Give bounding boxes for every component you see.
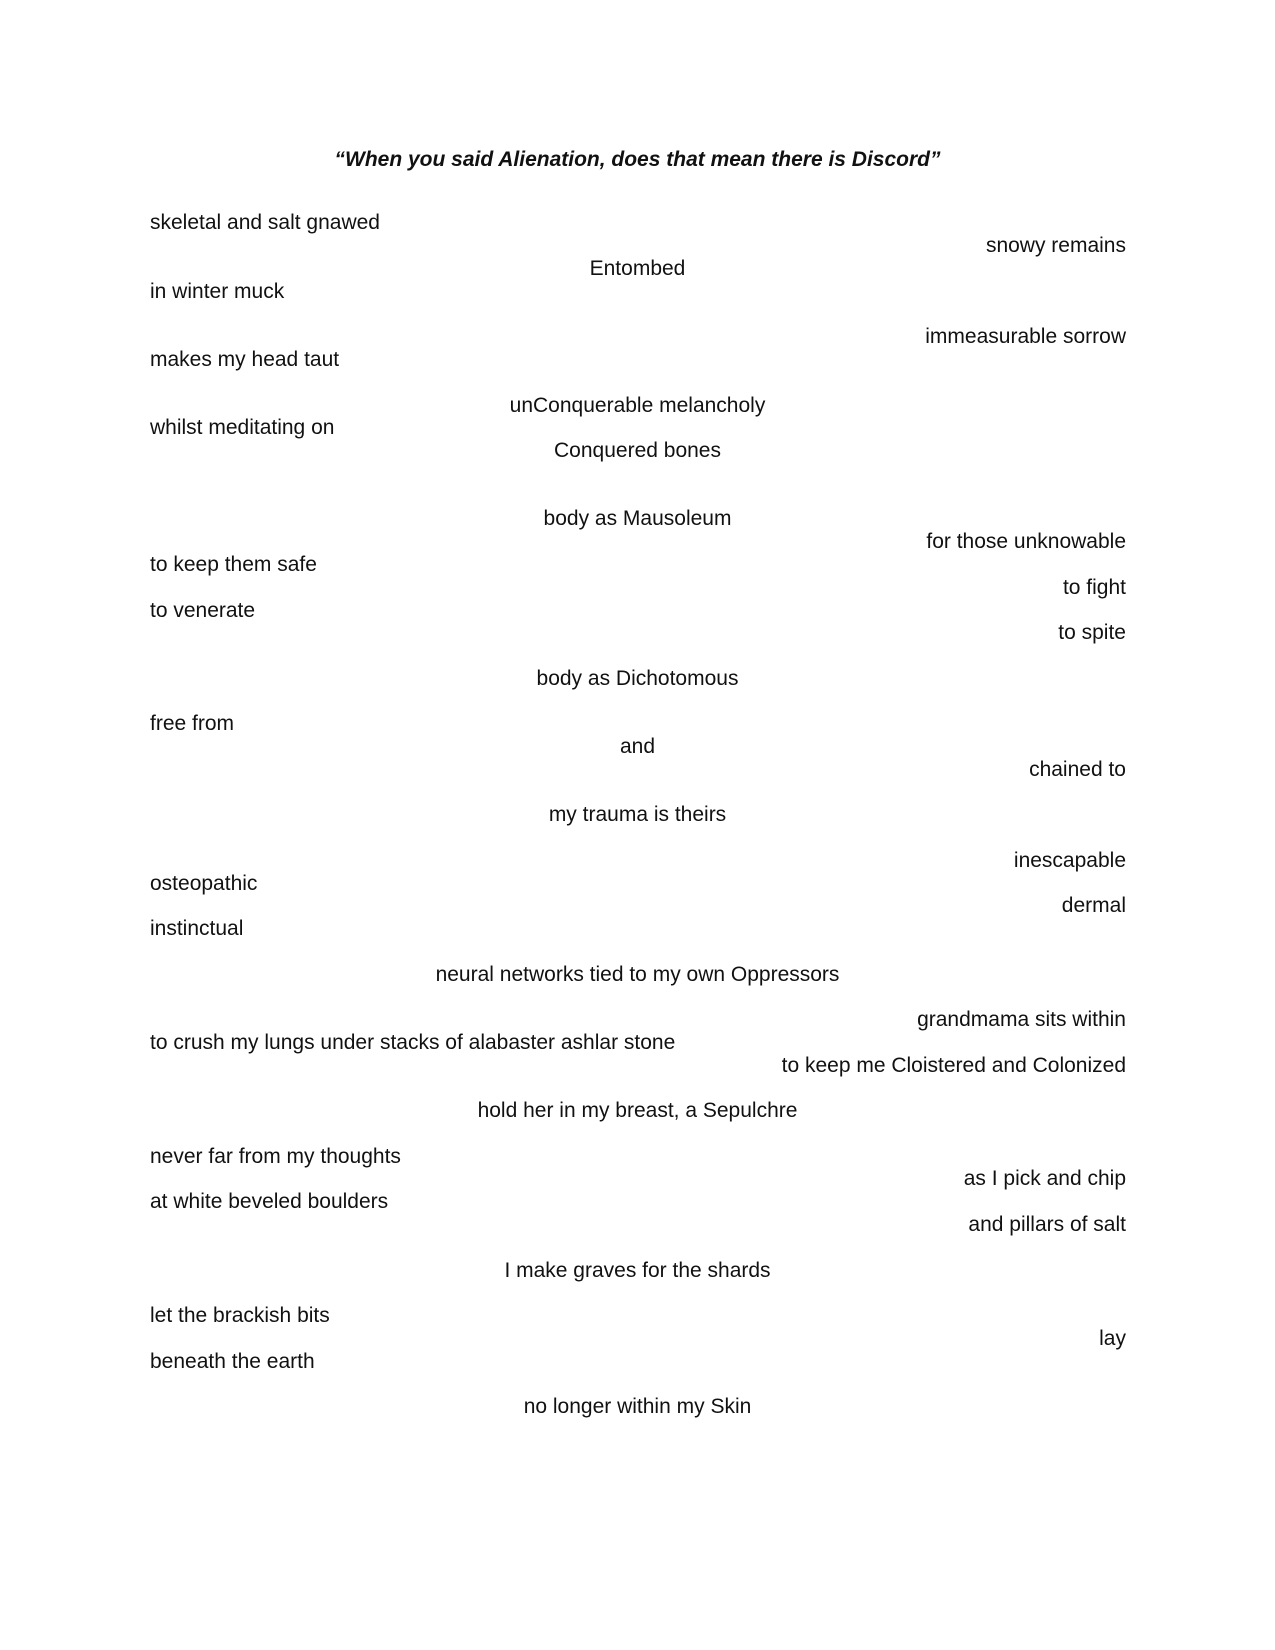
poem-line-free-from: free from	[150, 712, 235, 735]
poem-line-boulders: at white beveled boulders	[150, 1190, 389, 1213]
poem-line-entombed: Entombed	[589, 257, 686, 280]
poem-line-spite: to spite	[1058, 621, 1126, 644]
poem-line-graves: I make graves for the shards	[504, 1259, 771, 1282]
poem-line-fight: to fight	[1062, 576, 1126, 599]
poem-line-conquered-bones: Conquered bones	[554, 439, 721, 462]
poem-line-venerate: to venerate	[150, 599, 256, 622]
poem-line-pick-chip: as I pick and chip	[963, 1167, 1126, 1190]
poem-line-thoughts: never far from my thoughts	[150, 1145, 401, 1168]
poem-line-skin: no longer within my Skin	[523, 1395, 752, 1418]
poem-line-winter-muck: in winter muck	[150, 280, 285, 303]
poem-line-earth: beneath the earth	[150, 1350, 315, 1373]
poem-line-inescapable: inescapable	[1013, 849, 1126, 872]
poem-line-trauma: my trauma is theirs	[548, 803, 727, 826]
poem-line-snowy: snowy remains	[985, 234, 1126, 257]
poem-line-dermal: dermal	[1061, 894, 1126, 917]
poem-line-grandmama: grandmama sits within	[917, 1008, 1126, 1031]
poem-line-meditating: whilst meditating on	[150, 416, 335, 439]
poem-line-sepulchre: hold her in my breast, a Sepulchre	[477, 1099, 798, 1122]
poem-line-mausoleum: body as Mausoleum	[543, 507, 732, 530]
poem-line-pillars: and pillars of salt	[968, 1213, 1126, 1236]
poem-line-crush: to crush my lungs under stacks of alabaster ashlar stone	[150, 1031, 676, 1054]
poem-line-lay: lay	[1099, 1327, 1126, 1350]
poem-line-keep-safe: to keep them safe	[150, 553, 317, 576]
poem-line-osteopathic: osteopathic	[150, 872, 258, 895]
poem-line-head-taut: makes my head taut	[150, 348, 340, 371]
poem-line-brackish: let the brackish bits	[150, 1304, 330, 1327]
poem-line-melancholy: unConquerable melancholy	[509, 394, 766, 417]
poem-line-skeletal: skeletal and salt gnawed	[150, 211, 380, 234]
poem-line-neural: neural networks tied to my own Oppressors	[435, 963, 840, 986]
poem-line-chained-to: chained to	[1029, 758, 1126, 781]
poem-line-and: and	[619, 735, 656, 758]
poem-line-dichotomous: body as Dichotomous	[536, 667, 739, 690]
poem-title: “When you said Alienation, does that mean there is Discord”	[334, 148, 941, 171]
poem-line-cloistered: to keep me Cloistered and Colonized	[781, 1054, 1126, 1077]
poem-line-sorrow: immeasurable sorrow	[925, 325, 1126, 348]
poem-line-instinctual: instinctual	[150, 917, 244, 940]
poem-line-unknowable: for those unknowable	[926, 530, 1126, 553]
